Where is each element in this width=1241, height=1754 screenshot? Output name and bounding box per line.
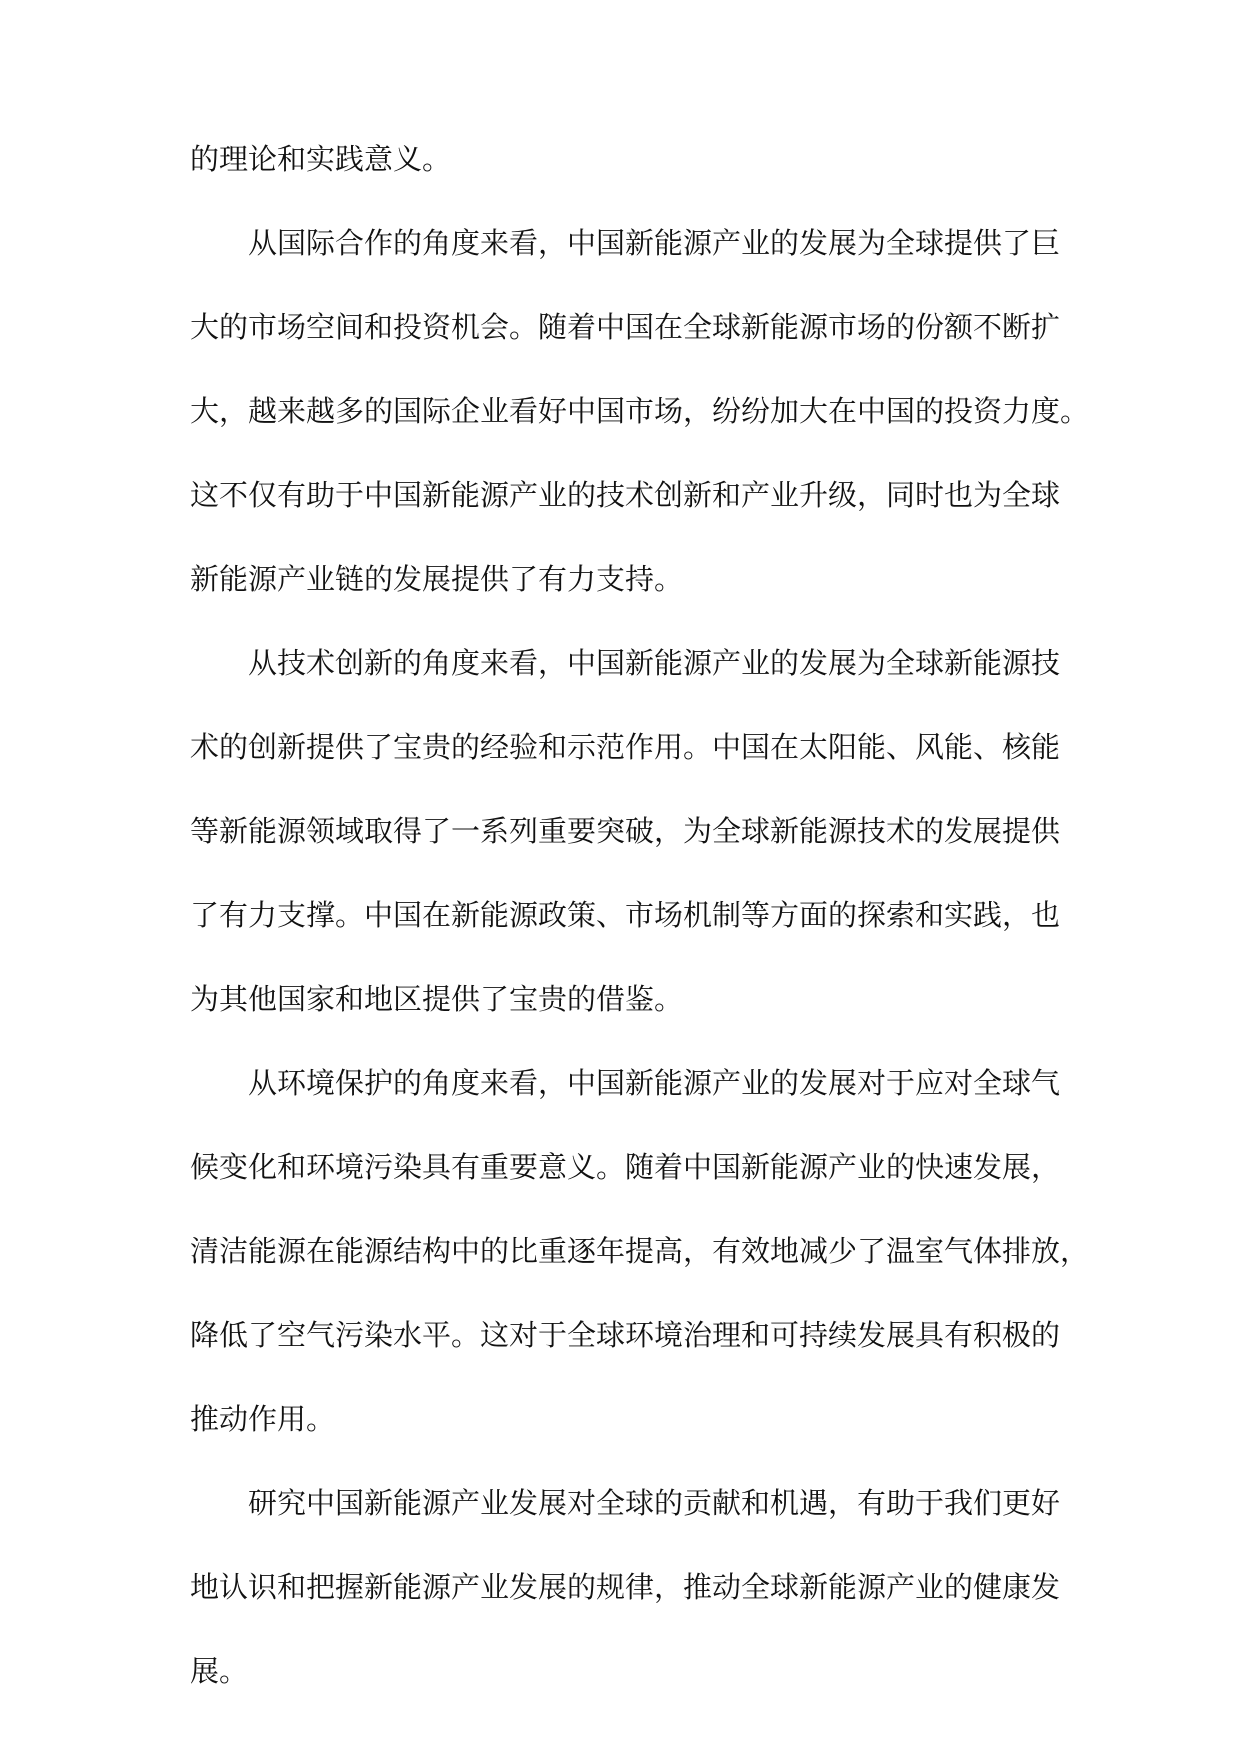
document-body <box>190 140 1090 1736</box>
paragraph-first-line: 从国际合作的角度来看，中国新能源产业的发展为全球提供了巨 <box>248 226 1061 260</box>
text-line: 清洁能源在能源结构中的比重逐年提高，有效地减少了温室气体排放， <box>190 1234 1090 1268</box>
text-line: 大，越来越多的国际企业看好中国市场，纷纷加大在中国的投资力度。 <box>190 394 1090 428</box>
text-line: 为其他国家和地区提供了宝贵的借鉴。 <box>190 982 684 1016</box>
paragraph-first-line: 从环境保护的角度来看，中国新能源产业的发展对于应对全球气 <box>248 1066 1061 1100</box>
text-line: 新能源产业链的发展提供了有力支持。 <box>190 562 684 596</box>
paragraph-first-line: 研究中国新能源产业发展对全球的贡献和机遇，有助于我们更好 <box>248 1486 1061 1520</box>
text-line: 地认识和把握新能源产业发展的规律，推动全球新能源产业的健康发 <box>190 1570 1061 1604</box>
text-line: 等新能源领域取得了一系列重要突破，为全球新能源技术的发展提供 <box>190 814 1061 848</box>
text-line: 降低了空气污染水平。这对于全球环境治理和可持续发展具有积极的 <box>190 1318 1061 1352</box>
text-line: 的理论和实践意义。 <box>190 142 452 176</box>
text-line: 这不仅有助于中国新能源产业的技术创新和产业升级，同时也为全球 <box>190 478 1061 512</box>
text-line: 术的创新提供了宝贵的经验和示范作用。中国在太阳能、风能、核能 <box>190 730 1061 764</box>
paragraph-first-line: 从技术创新的角度来看，中国新能源产业的发展为全球新能源技 <box>248 646 1061 680</box>
text-line: 大的市场空间和投资机会。随着中国在全球新能源市场的份额不断扩 <box>190 310 1061 344</box>
text-line: 推动作用。 <box>190 1402 336 1436</box>
text-line: 展。 <box>190 1654 249 1688</box>
text-line: 候变化和环境污染具有重要意义。随着中国新能源产业的快速发展， <box>190 1150 1061 1184</box>
text-line: 了有力支撑。中国在新能源政策、市场机制等方面的探索和实践，也 <box>190 898 1061 932</box>
